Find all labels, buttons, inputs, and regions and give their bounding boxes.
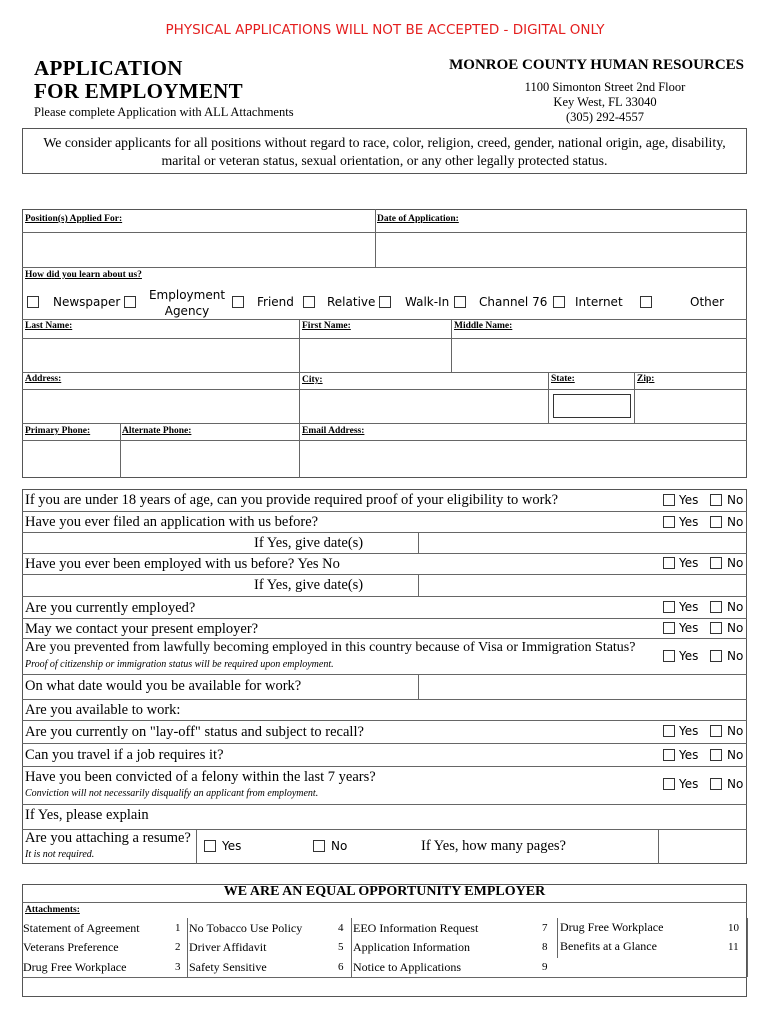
- attachment-drug-free-workplace[interactable]: Drug Free Workplace: [23, 960, 127, 974]
- resume-pages-label: If Yes, how many pages?: [421, 838, 566, 854]
- channel-76-checkbox[interactable]: [454, 296, 466, 308]
- org-address-line2: Key West, FL 33040: [553, 95, 657, 109]
- attachment-application-information[interactable]: Application Information: [353, 940, 470, 954]
- q-attaching-resume: Are you attaching a resume?: [25, 830, 191, 846]
- last-name-label: Last Name:: [25, 321, 73, 331]
- q6-no-label: No: [727, 649, 744, 663]
- first-name-input[interactable]: [300, 339, 450, 371]
- nondiscrimination-notice: [22, 128, 747, 174]
- relative-checkbox[interactable]: [303, 296, 315, 308]
- zip-input[interactable]: [635, 390, 746, 422]
- attachment-driver-affidavit[interactable]: Driver Affidavit: [189, 940, 267, 954]
- org-phone: (305) 292-4557: [565, 110, 645, 124]
- attachment-benefits-at-a-glance[interactable]: Benefits at a Glance: [560, 939, 657, 953]
- q1-no-label: No: [727, 493, 744, 507]
- alternate-phone-input[interactable]: [121, 441, 298, 477]
- resume-no-label: No: [331, 839, 348, 853]
- q12-explain-input[interactable]: [170, 805, 746, 828]
- q5-no-checkbox[interactable]: [710, 622, 722, 634]
- attachment-statement-of-agreement[interactable]: Statement of Agreement: [23, 921, 140, 935]
- q9-yes-label: Yes: [679, 724, 699, 738]
- q4-no-label: No: [727, 600, 744, 614]
- q2-no-label: No: [727, 515, 744, 529]
- attachment-safety-sensitive[interactable]: Safety Sensitive: [189, 960, 267, 974]
- resume-yes-checkbox[interactable]: [204, 840, 216, 852]
- q3-yes-checkbox[interactable]: [663, 557, 675, 569]
- q-available-date: On what date would you be available for work?: [25, 678, 302, 694]
- q-contact-present-employer: May we contact your present employer?: [25, 621, 259, 637]
- q-visa-immigration-status: Are you prevented from lawfully becoming employed in this country because of Visa or Immigration Status?: [25, 640, 636, 655]
- state-label: State:: [551, 374, 575, 384]
- q1-no-checkbox[interactable]: [710, 494, 722, 506]
- last-name-input[interactable]: [23, 339, 298, 371]
- attachment-number: 4: [338, 922, 344, 934]
- page-title-line2: FOR EMPLOYMENT: [34, 79, 243, 103]
- walk-in-checkbox[interactable]: [379, 296, 391, 308]
- position-applied-label: Position(s) Applied For:: [25, 214, 123, 224]
- alternate-phone-label: Alternate Phone:: [122, 426, 192, 436]
- q11-yes-checkbox[interactable]: [663, 778, 675, 790]
- q3-dates-input[interactable]: [419, 575, 746, 595]
- internet-checkbox[interactable]: [553, 296, 565, 308]
- zip-label: Zip:: [637, 374, 655, 384]
- address-input[interactable]: [23, 390, 298, 422]
- first-name-label: First Name:: [302, 321, 351, 331]
- q5-yes-label: Yes: [679, 621, 699, 635]
- attachment-drug-free-workplace-2[interactable]: Drug Free Workplace: [560, 920, 664, 934]
- attachment-number: 11: [728, 941, 739, 953]
- q3-dates-label: If Yes, give date(s): [254, 577, 364, 593]
- internet-option-label: Internet: [575, 295, 623, 309]
- attachment-eeo-information-request[interactable]: EEO Information Request: [353, 921, 479, 935]
- q13-note: It is not required.: [25, 849, 95, 860]
- q9-yes-checkbox[interactable]: [663, 725, 675, 737]
- attachment-number: 2: [175, 941, 181, 953]
- q2-yes-checkbox[interactable]: [663, 516, 675, 528]
- attachment-number: 9: [542, 961, 548, 973]
- newspaper-option-label: Newspaper: [53, 295, 121, 309]
- q1-yes-label: Yes: [679, 493, 699, 507]
- relative-option-label: Relative: [327, 295, 376, 309]
- q4-yes-checkbox[interactable]: [663, 601, 675, 613]
- position-applied-input[interactable]: [23, 233, 374, 266]
- learn-about-us-label: How did you learn about us?: [25, 270, 142, 280]
- date-of-application-label: Date of Application:: [377, 214, 459, 224]
- q3-yes-label: Yes: [679, 556, 699, 570]
- city-label: City:: [302, 375, 323, 385]
- other-option-label: Other: [690, 295, 725, 309]
- q-lay-off-status: Are you currently on "lay-off" status and subject to recall?: [25, 724, 364, 740]
- middle-name-label: Middle Name:: [454, 321, 513, 331]
- walk-in-option-label: Walk-In: [405, 295, 450, 309]
- q10-yes-label: Yes: [679, 748, 699, 762]
- q-currently-employed: Are you currently employed?: [25, 600, 196, 616]
- q6-note: Proof of citizenship or immigration status will be required upon employment.: [25, 659, 334, 670]
- attachment-notice-to-applications[interactable]: Notice to Applications: [353, 960, 461, 974]
- primary-phone-input[interactable]: [23, 441, 119, 477]
- employment-agency-option-label: Employment Agency: [148, 288, 226, 318]
- equal-opportunity-heading: WE ARE AN EQUAL OPPORTUNITY EMPLOYER: [223, 884, 546, 899]
- attachment-number: 5: [338, 941, 344, 953]
- employment-agency-checkbox[interactable]: [124, 296, 136, 308]
- q2-dates-label: If Yes, give date(s): [254, 535, 364, 551]
- q11-yes-label: Yes: [679, 777, 699, 791]
- digital-only-banner: PHYSICAL APPLICATIONS WILL NOT BE ACCEPTED - DIGITAL ONLY: [165, 22, 605, 38]
- q-filed-application-before: Have you ever filed an application with us before?: [25, 514, 319, 530]
- q2-no-checkbox[interactable]: [710, 516, 722, 528]
- attachment-veterans-preference[interactable]: Veterans Preference: [23, 940, 119, 954]
- q7-available-date-input[interactable]: [419, 675, 746, 698]
- channel-76-option-label: Channel 76: [479, 295, 548, 309]
- q2-dates-input[interactable]: [419, 533, 746, 552]
- notice-text: We consider applicants for all positions without regard to race, color, religion, creed, gender, national origin, age, disability, marital or veteran status, sexual orientation, or any other legally protected status.: [43, 135, 726, 168]
- q-available-to-work: Are you available to work:: [25, 702, 181, 718]
- friend-checkbox[interactable]: [232, 296, 244, 308]
- q6-no-checkbox[interactable]: [710, 650, 722, 662]
- q11-no-checkbox[interactable]: [710, 778, 722, 790]
- q-travel: Can you travel if a job requires it?: [25, 747, 224, 763]
- attachment-no-tobacco-use-policy[interactable]: No Tobacco Use Policy: [189, 921, 303, 935]
- page-title-line1: APPLICATION: [34, 56, 183, 80]
- q11-no-label: No: [727, 777, 744, 791]
- org-address-line1: 1100 Simonton Street 2nd Floor: [524, 80, 686, 94]
- city-input[interactable]: [300, 390, 547, 422]
- q-felony-conviction: Have you been convicted of a felony within the last 7 years?: [25, 769, 376, 785]
- attachment-number: 1: [175, 922, 181, 934]
- date-of-application-input[interactable]: [376, 233, 746, 266]
- org-name: MONROE COUNTY HUMAN RESOURCES: [449, 57, 744, 73]
- q10-no-label: No: [727, 748, 744, 762]
- q-employed-with-us-before: Have you ever been employed with us before? Yes No: [25, 556, 340, 572]
- q5-yes-checkbox[interactable]: [663, 622, 675, 634]
- other-checkbox[interactable]: [640, 296, 652, 308]
- q3-no-checkbox[interactable]: [710, 557, 722, 569]
- q2-yes-label: Yes: [679, 515, 699, 529]
- q6-yes-label: Yes: [679, 649, 699, 663]
- middle-name-input[interactable]: [452, 339, 746, 371]
- q5-no-label: No: [727, 621, 744, 635]
- q4-yes-label: Yes: [679, 600, 699, 614]
- q9-no-checkbox[interactable]: [710, 725, 722, 737]
- q-under-18-proof: If you are under 18 years of age, can you provide required proof of your eligibility to work?: [25, 492, 559, 508]
- page-subtitle: Please complete Application with ALL Attachments: [34, 105, 294, 119]
- q9-no-label: No: [727, 724, 744, 738]
- resume-yes-label: Yes: [222, 839, 242, 853]
- primary-phone-label: Primary Phone:: [25, 426, 91, 436]
- attachment-number: 7: [542, 922, 548, 934]
- newspaper-checkbox[interactable]: [27, 296, 39, 308]
- q1-yes-checkbox[interactable]: [663, 494, 675, 506]
- resume-no-checkbox[interactable]: [313, 840, 325, 852]
- attachments-label: Attachments:: [25, 905, 80, 915]
- attachment-number: 3: [175, 961, 181, 973]
- attachment-number: 6: [338, 961, 344, 973]
- q-please-explain: If Yes, please explain: [25, 807, 149, 823]
- attachment-number: 10: [728, 922, 739, 934]
- q6-yes-checkbox[interactable]: [663, 650, 675, 662]
- q3-no-label: No: [727, 556, 744, 570]
- state-input[interactable]: [553, 394, 631, 418]
- attachment-number: 8: [542, 941, 548, 953]
- q10-no-checkbox[interactable]: [710, 749, 722, 761]
- friend-option-label: Friend: [257, 295, 294, 309]
- email-address-input[interactable]: [300, 441, 746, 477]
- q10-yes-checkbox[interactable]: [663, 749, 675, 761]
- address-label: Address:: [25, 374, 62, 384]
- q11-note: Conviction will not necessarily disqualify an applicant from employment.: [25, 788, 319, 799]
- email-address-label: Email Address:: [302, 426, 365, 436]
- q4-no-checkbox[interactable]: [710, 601, 722, 613]
- resume-pages-input[interactable]: [659, 830, 746, 863]
